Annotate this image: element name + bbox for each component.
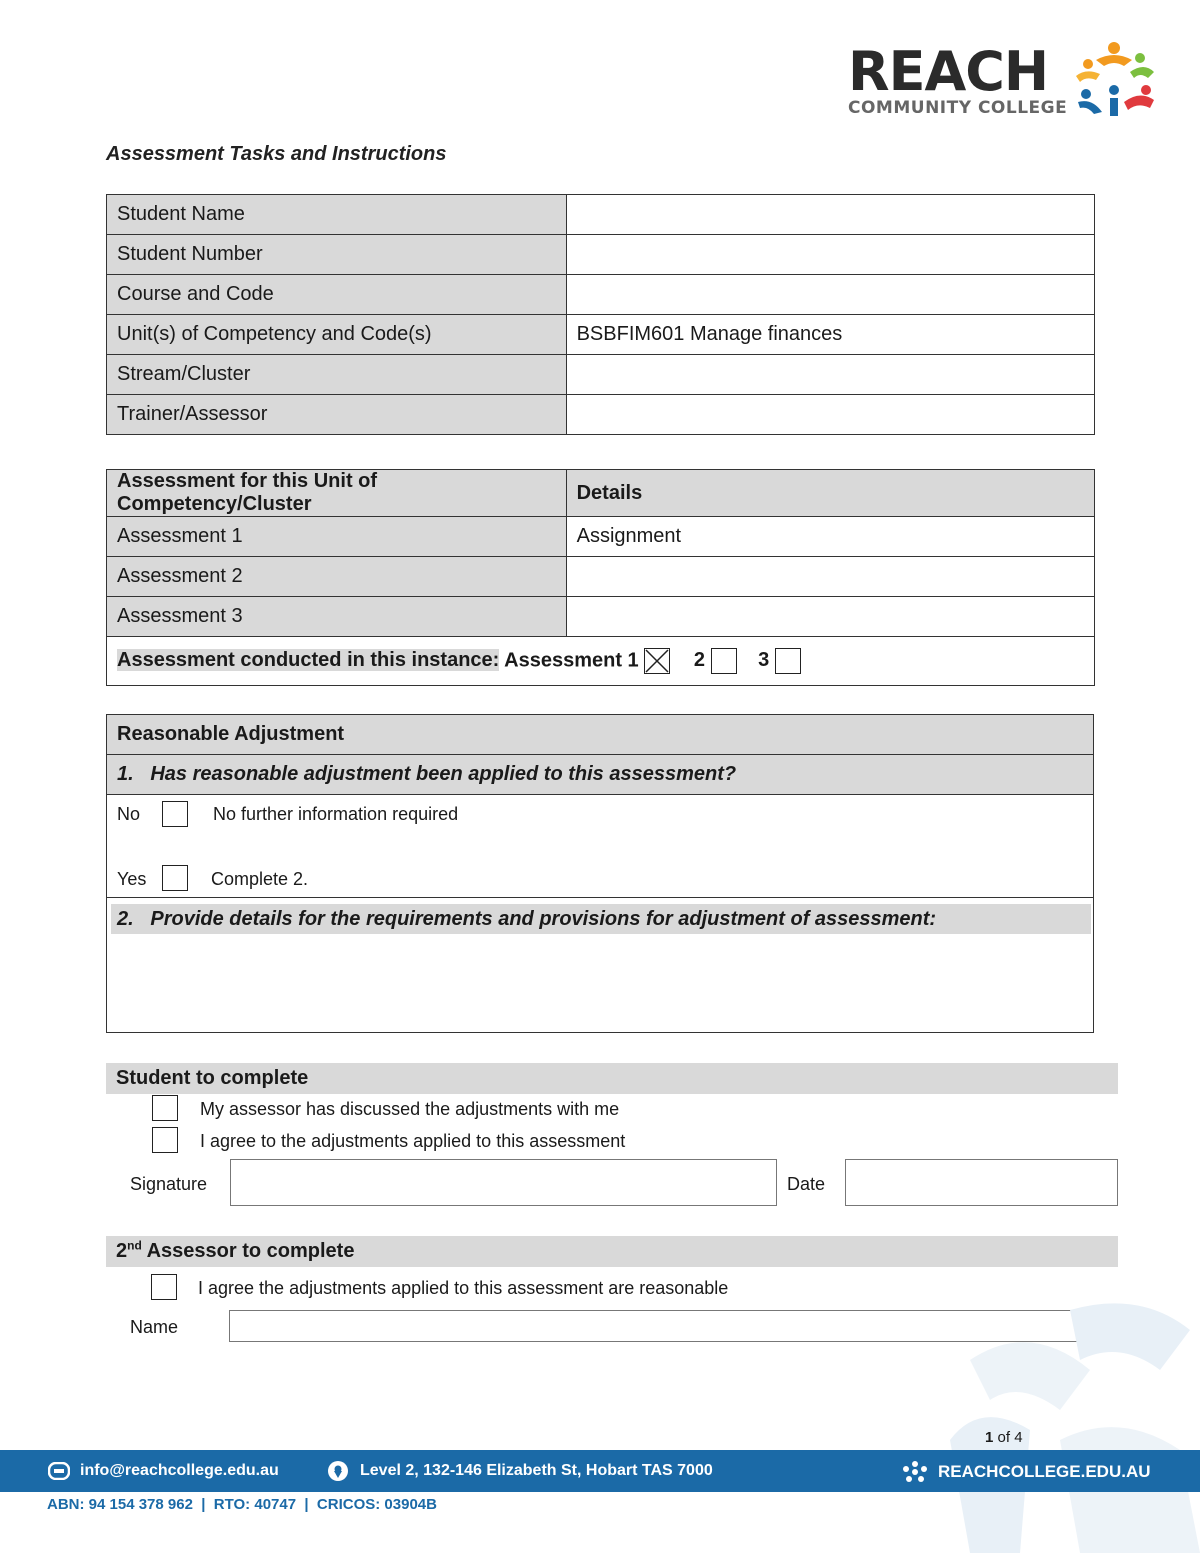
date-field[interactable] xyxy=(845,1159,1118,1206)
yes-label: Yes xyxy=(117,869,147,889)
reasonable-adjustment-section xyxy=(106,714,1094,1033)
assessor-title-num: 2 xyxy=(116,1240,128,1262)
signature-label: Signature xyxy=(130,1174,208,1194)
page-current: 1 xyxy=(985,1429,994,1446)
table-row xyxy=(107,235,1095,275)
footer-address: Level 2, 132-146 Elizabeth St, Hobart TAS 7000 xyxy=(360,1462,713,1479)
table-row xyxy=(107,275,1095,315)
reach-emblem-icon xyxy=(902,1460,928,1484)
page-total: 4 xyxy=(1014,1429,1023,1446)
assessment-2-details[interactable] xyxy=(566,557,1094,597)
table-row xyxy=(107,517,1095,557)
student-details-table xyxy=(106,194,1095,435)
no-label: No xyxy=(117,804,141,824)
adjustment-question-1: 1. Has reasonable adjustment been applied to this assessment? xyxy=(107,755,1093,795)
watermark-logo-icon xyxy=(910,1300,1200,1553)
yes-note: Complete 2. xyxy=(211,869,309,889)
student-number-field[interactable] xyxy=(566,235,1094,275)
assessment-option-2-label: 2 xyxy=(693,649,705,672)
table-row xyxy=(107,195,1095,235)
unit-competency-field[interactable]: BSBFIM601 Manage finances xyxy=(566,315,1094,355)
email-icon xyxy=(48,1462,70,1480)
assessment-3-details[interactable] xyxy=(566,597,1094,637)
assessment-option-3-label: 3 xyxy=(758,649,770,672)
adjustment-question-2: 2. Provide details for the requirements and provisions for adjustment of assessment: xyxy=(111,904,1091,934)
footer-website-link[interactable]: REACHCOLLEGE.EDU.AU xyxy=(938,1462,1151,1481)
footer-registration-info: ABN: 94 154 378 962 | RTO: 40747 | CRICOS: 03904B xyxy=(47,1496,437,1513)
logo-people-icon xyxy=(1074,42,1158,118)
assessment-3-label: Assessment 3 xyxy=(107,597,567,637)
assessment-3-checkbox[interactable] xyxy=(775,648,801,674)
college-logo xyxy=(848,40,1158,120)
student-name-label: Student Name xyxy=(107,195,567,235)
trainer-assessor-label: Trainer/Assessor xyxy=(107,395,567,435)
date-label: Date xyxy=(787,1174,826,1194)
table-row xyxy=(107,557,1095,597)
checked-x-icon xyxy=(645,649,669,673)
assessment-table xyxy=(106,469,1095,686)
page-of-text: of xyxy=(993,1429,1015,1446)
assessment-2-label: Assessment 2 xyxy=(107,557,567,597)
table-row xyxy=(107,395,1095,435)
assessment-conducted-prefix: Assessment 1 xyxy=(504,649,639,672)
assessment-conducted-label: Assessment conducted in this instance: xyxy=(117,649,500,672)
table-header-row xyxy=(107,470,1095,517)
no-note: No further information required xyxy=(213,804,459,824)
trainer-assessor-field[interactable] xyxy=(566,395,1094,435)
course-code-field[interactable] xyxy=(566,275,1094,315)
assessment-2-checkbox[interactable] xyxy=(711,648,737,674)
student-section-title: Student to complete xyxy=(106,1063,1118,1094)
adjustment-details-area[interactable] xyxy=(107,898,1093,1032)
assessment-1-checkbox[interactable] xyxy=(644,648,670,674)
assessor-title-rest: Assessor to complete xyxy=(141,1240,355,1262)
assessor-agree-checkbox[interactable] xyxy=(151,1274,177,1300)
location-pin-icon xyxy=(327,1460,349,1482)
assessment-header-label: Assessment for this Unit of Competency/Cluster xyxy=(107,470,567,517)
logo-subtitle: COMMUNITY COLLEGE xyxy=(848,98,1068,118)
page-title: Assessment Tasks and Instructions xyxy=(106,143,447,165)
table-row xyxy=(107,597,1095,637)
table-row xyxy=(107,637,1095,686)
unit-competency-label: Unit(s) of Competency and Code(s) xyxy=(107,315,567,355)
agree-adjustments-text: I agree to the adjustments applied to this assessment xyxy=(200,1131,626,1151)
name-label: Name xyxy=(130,1317,179,1337)
table-row xyxy=(107,315,1095,355)
no-checkbox[interactable] xyxy=(162,801,188,827)
adjustment-options xyxy=(107,795,1093,898)
assessor-section-title xyxy=(106,1236,1118,1267)
student-name-field[interactable] xyxy=(566,195,1094,235)
footer-email-link[interactable]: info@reachcollege.edu.au xyxy=(80,1462,279,1479)
stream-cluster-field[interactable] xyxy=(566,355,1094,395)
logo-wordmark: REACH xyxy=(848,40,1049,103)
assessor-agree-text: I agree the adjustments applied to this assessment are reasonable xyxy=(198,1278,729,1298)
signature-field[interactable] xyxy=(230,1159,777,1206)
student-number-label: Student Number xyxy=(107,235,567,275)
footer-bar xyxy=(0,1450,1200,1492)
assessor-discussed-text: My assessor has discussed the adjustments with me xyxy=(200,1099,620,1119)
assessor-title-sup: nd xyxy=(127,1238,142,1253)
reasonable-adjustment-title: Reasonable Adjustment xyxy=(107,715,1093,755)
yes-checkbox[interactable] xyxy=(162,865,188,891)
details-header-label: Details xyxy=(566,470,1094,517)
assessor-discussed-checkbox[interactable] xyxy=(152,1095,178,1121)
stream-cluster-label: Stream/Cluster xyxy=(107,355,567,395)
table-row xyxy=(107,355,1095,395)
page-number xyxy=(985,1429,1023,1446)
assessment-conducted-row xyxy=(107,637,1095,686)
course-code-label: Course and Code xyxy=(107,275,567,315)
agree-adjustments-checkbox[interactable] xyxy=(152,1127,178,1153)
assessment-1-label: Assessment 1 xyxy=(107,517,567,557)
assessment-1-details[interactable]: Assignment xyxy=(566,517,1094,557)
